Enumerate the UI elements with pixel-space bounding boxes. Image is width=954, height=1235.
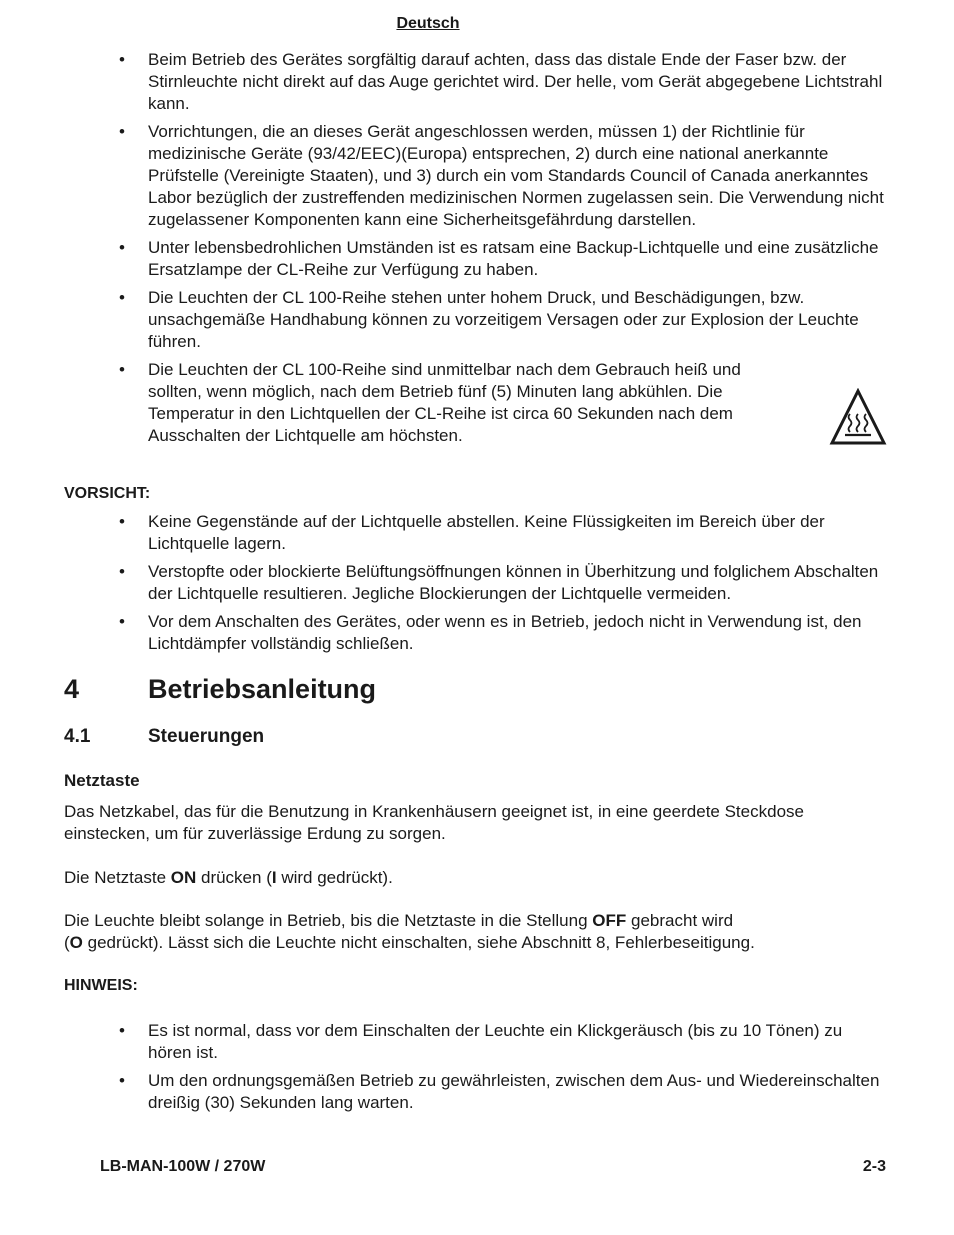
warning-text-4: Die Leuchten der CL 100-Reihe stehen unter hohem Druck, und Beschädigungen, bzw. unsachgemäße Handhabung können zu vorzeitigem Versagen oder zur Explosion der Leuchte führen. — [148, 288, 859, 351]
section-number: 4 — [64, 674, 80, 704]
warning-text-1: Beim Betrieb des Gerätes sorgfältig darauf achten, dass das distale Ende der Faser bzw. der Stirnleuchte nicht direkt auf das Auge gerichtet wird. Der helle, vom Gerät abgegebene Lichtstrahl kann. — [148, 50, 883, 113]
list-item: • Um den ordnungsgemäßen Betrieb zu gewährleisten, zwischen dem Aus- und Wiedereinschalten dreißig (30) Sekunden lang warten. — [119, 1071, 880, 1112]
text-run: Die Leuchte bleibt solange in Betrieb, bis die Netztaste in die Stellung — [64, 911, 593, 930]
note-text-1: Es ist normal, dass vor dem Einschalten der Leuchte ein Klickgeräusch (bis zu 10 Tönen) zu hören ist. — [148, 1021, 843, 1062]
list-item: • Beim Betrieb des Gerätes sorgfältig darauf achten, dass das distale Ende der Faser bzw. der Stirnleuchte nicht direkt auf das Auge gerichtet wird. Der helle, vom Gerät abgegebene Lichtstrahl kann. — [119, 50, 883, 113]
list-item: • Vor dem Anschalten des Gerätes, oder wenn es in Betrieb, jedoch nicht in Verwendung ist, den Lichtdämpfer vollständig schließen. — [119, 612, 862, 653]
subsection-title: Steuerungen — [148, 726, 265, 747]
footer-page-number: 2-3 — [862, 1158, 886, 1175]
note-text-2: Um den ordnungsgemäßen Betrieb zu gewährleisten, zwischen dem Aus- und Wiedereinschalten dreißig (30) Sekunden lang warten. — [148, 1071, 880, 1112]
subsection-number: 4.1 — [64, 726, 91, 747]
on-label: ON — [170, 868, 197, 887]
hot-surface-warning-icon — [829, 388, 887, 446]
list-item: • Es ist normal, dass vor dem Einschalten der Leuchte ein Klickgeräusch (bis zu 10 Tönen) zu hören ist. — [119, 1021, 843, 1062]
netztaste-heading: Netztaste — [64, 771, 140, 790]
text-run: drücken ( — [196, 868, 272, 887]
netztaste-paragraph-2 — [64, 867, 894, 889]
text-run: wird gedrückt). — [276, 868, 393, 887]
caution-text-2: Verstopfte oder blockierte Belüftungsöffnungen können in Überhitzung und folglichem Abschalten der Lichtquelle resultieren. Jegliche Blockierungen der Lichtquelle vermeiden. — [148, 562, 879, 603]
text-run: gedrückt). Lässt sich die Leuchte nicht einschalten, siehe Abschnitt 8, Fehlerbeseitigung. — [82, 933, 755, 952]
o-label: O — [69, 933, 83, 952]
list-item: • Keine Gegenstände auf der Lichtquelle abstellen. Keine Flüssigkeiten im Bereich über der Lichtquelle lagern. — [119, 512, 825, 553]
list-item: • Verstopfte oder blockierte Belüftungsöffnungen können in Überhitzung und folglichem Abschalten der Lichtquelle resultieren. Jegliche Blockierungen der Lichtquelle vermeiden. — [119, 562, 879, 603]
section-title: Betriebsanleitung — [148, 674, 377, 704]
warning-text-5: Die Leuchten der CL 100-Reihe sind unmittelbar nach dem Gebrauch heiß und sollten, wenn möglich, nach dem Betrieb fünf (5) Minuten lang abkühlen. Die Temperatur in den Lichtquellen der CL-Reihe ist circa 60 Sekunden nach dem Ausschalten der Lichtquelle am höchsten. — [148, 360, 741, 445]
footer-doc-id: LB-MAN-100W / 270W — [100, 1158, 266, 1175]
caution-list — [116, 511, 888, 661]
warning-text-2: Vorrichtungen, die an dieses Gerät angeschlossen werden, müssen 1) der Richtlinie für medizinische Geräte (93/42/EEC)(Europa) entsprechen, 2) durch eine national anerkannte Prüfstelle (Vereinigte Staaten), und 3) durch ein vom Standards Council of Canada anerkanntes Labor bezüglich der zustreffenden medizinischen Normen zugelassen sein. Die Verwendung nicht zugelassener Komponenten kann eine Sicherheitsgefährdung darstellen. — [148, 122, 884, 229]
list-item: • Die Leuchten der CL 100-Reihe stehen unter hohem Druck, und Beschädigungen, bzw. unsachgemäße Handhabung können zu vorzeitigem Versagen oder zur Explosion der Leuchte führen. — [119, 288, 859, 351]
section-heading — [64, 674, 376, 705]
text-run: ( — [64, 933, 70, 952]
note-label: HINWEIS: — [64, 977, 138, 994]
caution-text-3: Vor dem Anschalten des Gerätes, oder wenn es in Betrieb, jedoch nicht in Verwendung ist, den Lichtdämpfer vollständig schließen. — [148, 612, 862, 653]
off-label: OFF — [592, 911, 627, 930]
text-run: gebracht wird — [626, 911, 734, 930]
netztaste-paragraph-1: Das Netzkabel, das für die Benutzung in Krankenhäusern geeignet ist, in eine geerdete Steckdose einstecken, um für zuverlässige Erdung zu sorgen. — [64, 802, 804, 843]
netztaste-paragraph-3 — [64, 910, 894, 954]
list-item: • Unter lebensbedrohlichen Umständen ist es ratsam eine Backup-Lichtquelle und eine zusätzliche Ersatzlampe der CL-Reihe zur Verfügung zu haben. — [119, 238, 879, 279]
note-list — [116, 1020, 888, 1120]
caution-label: VORSICHT: — [64, 485, 151, 502]
list-item: • Vorrichtungen, die an dieses Gerät angeschlossen werden, müssen 1) der Richtlinie für medizinische Geräte (93/42/EEC)(Europa) entsprechen, 2) durch eine national anerkannte Prüfstelle (Vereinigte Staaten), und 3) durch ein vom Standards Council of Canada anerkanntes Labor bezüglich der zustreffenden medizinischen Normen zugelassen sein. Die Verwendung nicht zugelassener Komponenten kann eine Sicherheitsgefährdung darstellen. — [119, 122, 884, 229]
caution-text-1: Keine Gegenstände auf der Lichtquelle abstellen. Keine Flüssigkeiten im Bereich über der Lichtquelle lagern. — [148, 512, 825, 553]
page-header-language: Deutsch — [396, 15, 460, 32]
i-label: I — [271, 868, 277, 887]
subsection-heading — [64, 726, 264, 748]
text-run: Die Netztaste — [64, 868, 171, 887]
warning-list — [116, 49, 888, 453]
list-item: • Die Leuchten der CL 100-Reihe sind unmittelbar nach dem Gebrauch heiß und sollten, wenn möglich, nach dem Betrieb fünf (5) Minuten lang abkühlen. Die Temperatur in den Lichtquellen der CL-Reihe ist circa 60 Sekunden nach dem Ausschalten der Lichtquelle am höchsten. — [119, 360, 741, 445]
warning-text-3: Unter lebensbedrohlichen Umständen ist es ratsam eine Backup-Lichtquelle und eine zusätzliche Ersatzlampe der CL-Reihe zur Verfügung zu haben. — [148, 238, 879, 279]
